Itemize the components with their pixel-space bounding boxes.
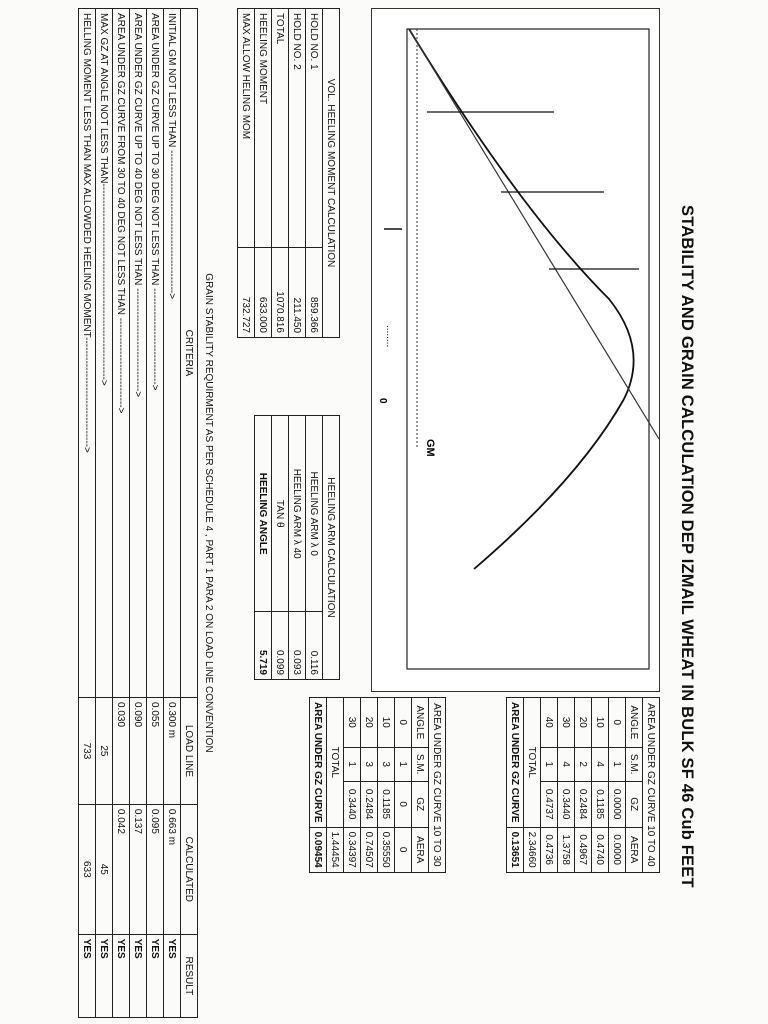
cell: 0.2484 [361,781,378,827]
cell: 0.4737 [541,781,558,827]
table-row [378,698,395,873]
row-value: 0.099 [272,612,289,680]
table-row [306,416,323,680]
table-row [164,9,181,1018]
theta-icon: θ [274,521,286,528]
cell: 40 [541,698,558,748]
table-row [96,9,113,1018]
area-10-30-caption: AREA UNDER GZ CURVE 10 TO 30 [429,698,446,873]
total-value: 1.44454 [327,827,344,872]
cell: 30 [558,698,575,748]
table-row [361,698,378,873]
cell: 0.74507 [361,827,378,872]
cell: 4 [558,747,575,781]
calculated-cell: 0.042 [113,804,130,934]
origin-label: 0 [377,398,388,404]
criteria-cell: AREA UNDER GZ CURVE FROM 30 TO 40 DEG NOT LESS THAN ---------------------------> [113,9,130,698]
tan-label: TAN [274,499,286,520]
table-row [272,416,289,680]
row-label: HOLD NO. 1 [306,9,323,248]
criteria-header: CRITERIA [181,9,198,698]
load-line-header: LOAD LINE [181,698,198,805]
row-value: 859.366 [306,248,323,338]
result-cell: YES [147,934,164,1017]
cell: 10 [378,698,395,748]
criteria-cell: INITIAL GM NOT LESS THAN -------------------------------------------> [164,9,181,698]
cell: 0 [609,698,626,748]
calculated-cell: 0.663 m [164,804,181,934]
calculated-cell: 45 [96,804,113,934]
load-line-cell: 0.030 [113,698,130,805]
result-cell: YES [130,934,147,1017]
row-label: HEELING ARM λ 40 [289,416,306,612]
criteria-table [78,8,198,1018]
table-row [289,9,306,338]
total-label: TOTAL [524,698,541,828]
cell: 10 [592,698,609,748]
cell: 0 [395,827,412,872]
table-row [255,416,272,680]
calculated-header: CALCULATED [181,804,198,934]
row-label: TOTAL [272,9,289,248]
cell: 20 [575,698,592,748]
area-result-label: AREA UNDER GZ CURVE [310,698,327,828]
header-gz: GZ [626,781,643,827]
header-sm: S.M. [412,747,429,781]
result-header: RESULT [181,934,198,1017]
row-label: MAX ALLOW HELING MOM [238,9,255,248]
header-angle: ANGLE [626,698,643,748]
table-row [558,698,575,873]
table-row [395,698,412,873]
row-label: HEELING MOMENT [255,9,272,248]
heeling-arm-table [254,415,340,680]
cell: 1.3758 [558,827,575,872]
gz-curve [409,29,634,569]
calculated-cell: 0.137 [130,804,147,934]
table-row [272,9,289,338]
cell: 1 [344,747,361,781]
heeling-graph-svg [372,9,659,691]
table-row [541,698,558,873]
gm-label: GM [424,439,436,457]
calculated-cell: 0.095 [147,804,164,934]
cell: 0.2484 [575,781,592,827]
cell: 30 [344,698,361,748]
criteria-cell: MAX GZ AT ANGLE NOT LESS THAN-----------------------------------------------------------> [96,9,113,698]
row-label: HEELING ANGLE [255,416,272,612]
criteria-title: GRAIN STABILITY REQUIRMENT AS PER SCHEDULE 4 , PART 1 PARA 2 ON LOAD LINE CONVENTION [203,273,214,753]
arm-table-caption: HEELING ARM CALCULATION [323,416,340,680]
cell: 0.3440 [558,781,575,827]
cell: 4 [592,747,609,781]
calculated-cell: 633 [79,804,96,934]
result-cell: YES [96,934,113,1017]
result-cell: YES [79,934,96,1017]
area-result-value: 0.13651 [507,827,524,872]
heeling-graph [371,8,660,692]
header-gz: GZ [412,781,429,827]
row-value: 0.116 [306,612,323,680]
cell: 0.4967 [575,827,592,872]
row-value: 5.719 [255,612,272,680]
load-line-cell: 0.300 m [164,698,181,805]
row-value: 732.727 [238,248,255,338]
table-row [289,416,306,680]
graph-inner-frame [407,29,649,669]
row-value: 633.000 [255,248,272,338]
row-label: HOLD NO. 2 [289,9,306,248]
load-line-cell: 25 [96,698,113,805]
cell: 1 [541,747,558,781]
cell: 0 [395,781,412,827]
cell: 0.0000 [609,781,626,827]
table-row [344,698,361,873]
load-line-cell: 0.090 [130,698,147,805]
area-0-40-table [506,697,660,873]
header-aera: AERA [412,827,429,872]
row-value: 0.093 [289,612,306,680]
criteria-cell: HELLING MOMENT LESS THAN MAX ALLOWDED HEELING MOMENT---------------------------------> [79,9,96,698]
cell: 0.4740 [592,827,609,872]
cell: 0.4736 [541,827,558,872]
cell: 1 [395,747,412,781]
document-title: STABILITY AND GRAIN CALCULATION DEP IZMAIL WHEAT IN BULK SF 46 Cub FEET [678,205,696,888]
table-row [147,9,164,1018]
header-angle: ANGLE [412,698,429,748]
cell: 0.0000 [609,827,626,872]
table-row [575,698,592,873]
criteria-cell: AREA UNDER GZ CURVE UP TO 30 DEG NOT LESS THAN -----------------------------> [147,9,164,698]
row-label: HEELING ARM λ 0 [306,416,323,612]
table-row [79,9,96,1018]
area-0-40-caption: AREA UNDER GZ CURVE 10 TO 40 [643,698,660,873]
cell: 0 [395,698,412,748]
area-result-value: 0.09454 [310,827,327,872]
result-cell: YES [113,934,130,1017]
result-cell: YES [164,934,181,1017]
load-line-cell: 0.055 [147,698,164,805]
cell: 2 [575,747,592,781]
cell: 1 [609,747,626,781]
vol-heeling-table [237,8,340,338]
dots-label: ........ [384,325,395,348]
area-10-30-table [309,697,446,873]
table-row [609,698,626,873]
cell: 0.3440 [344,781,361,827]
table-row [255,9,272,338]
criteria-cell: AREA UNDER GZ CURVE UP TO 40 DEG NOT LESS THAN -------------------------------> [130,9,147,698]
cell: 0.35550 [378,827,395,872]
header-sm: S.M. [626,747,643,781]
area-result-label: AREA UNDER GZ CURVE [507,698,524,828]
load-line-cell: 733 [79,698,96,805]
table-row [238,9,255,338]
cell: 0.1185 [592,781,609,827]
vol-table-caption: VOL. HEELING MOMENT CALCULATION [323,9,340,338]
table-row [113,9,130,1018]
table-row [592,698,609,873]
cell: 0.1185 [378,781,395,827]
total-label: TOTAL [327,698,344,828]
row-value: 211.450 [289,248,306,338]
cell: 20 [361,698,378,748]
row-value: 1070.816 [272,248,289,338]
cell: 3 [378,747,395,781]
gm-tangent-line [409,29,659,439]
table-row [306,9,323,338]
cell: 0.34397 [344,827,361,872]
header-aera: AERA [626,827,643,872]
row-label [272,416,289,612]
cell: 3 [361,747,378,781]
table-row [130,9,147,1018]
total-value: 2.34660 [524,827,541,872]
